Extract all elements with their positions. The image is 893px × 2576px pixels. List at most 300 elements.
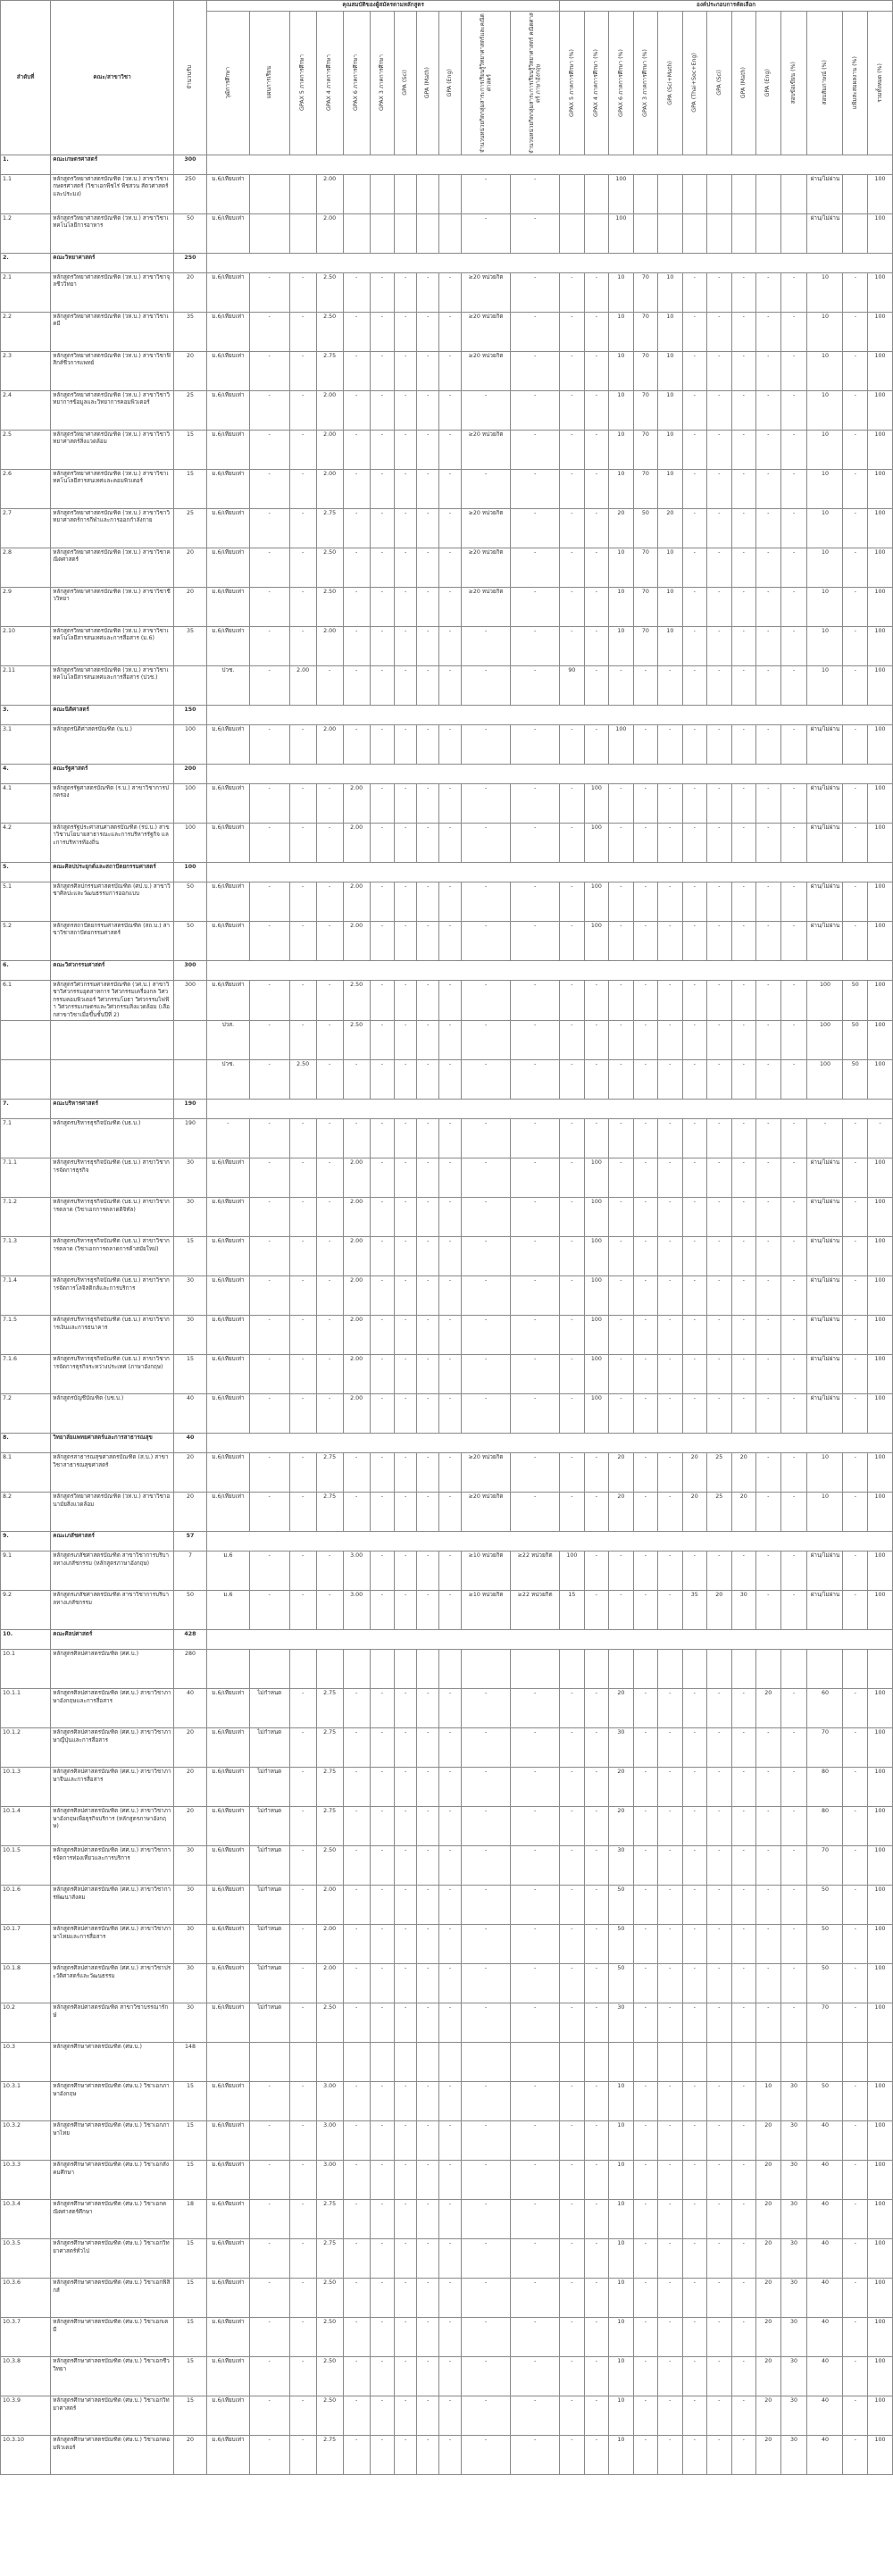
weight-cell: - — [707, 2357, 731, 2396]
qualification-cell: - — [289, 2003, 316, 2043]
program-number: 10.1.7 — [1, 1925, 51, 1964]
qualification-cell: - — [439, 882, 462, 921]
program-name: หลักสูตรวิทยาศาสตรบัณฑิต (วท.บ.) สาขาวิชาจุลชีววิทยา — [51, 272, 173, 312]
weight-cell: - — [609, 1237, 633, 1276]
weight-cell: 20 — [756, 1689, 780, 1728]
qualification-cell: - — [395, 430, 417, 469]
qualification-cell: - — [289, 2082, 316, 2121]
qualification-cell: - — [289, 430, 316, 469]
section-seats: 100 — [173, 862, 206, 882]
qualification-cell: - — [511, 665, 560, 705]
col-header-weight-6 — [707, 11, 731, 155]
weight-cell: - — [658, 1886, 682, 1925]
qualification-cell: - — [370, 1198, 394, 1237]
weight-cell: - — [707, 2318, 731, 2357]
qualification-cell: - — [511, 1964, 560, 2003]
weight-cell: 100 — [867, 1925, 892, 1964]
weight-cell: - — [560, 1728, 584, 1768]
qualification-cell: - — [370, 1394, 394, 1434]
weight-cell: - — [682, 1158, 706, 1198]
weight-cell: - — [584, 724, 608, 764]
weight-cell — [756, 1650, 780, 1689]
qualification-cell: - — [395, 1276, 417, 1316]
weight-cell: 100 — [584, 1316, 608, 1355]
weight-cell: - — [731, 430, 755, 469]
weight-cell: 70 — [633, 469, 657, 508]
qualification-cell: ปวช. — [207, 1060, 249, 1100]
weight-cell: 25 — [707, 1453, 731, 1493]
qualification-cell: - — [439, 783, 462, 823]
weight-cell — [731, 2043, 755, 2082]
qualification-cell: - — [439, 1119, 462, 1158]
weight-cell: - — [682, 548, 706, 587]
weight-cell: 70 — [807, 1728, 843, 1768]
weight-cell: - — [843, 1119, 867, 1158]
weight-cell: - — [731, 1158, 755, 1198]
qualification-cell: - — [249, 2200, 289, 2239]
weight-cell: 50 — [843, 1021, 867, 1060]
qualification-cell: - — [370, 1119, 394, 1158]
weight-cell: - — [843, 548, 867, 587]
weight-cell: - — [707, 1237, 731, 1276]
qualification-cell: - — [462, 1689, 511, 1728]
weight-cell: ผ่าน/ไม่ผ่าน — [807, 1394, 843, 1434]
qualification-cell: ม.6/เทียบเท่า — [207, 1493, 249, 1532]
qualification-cell: 3.00 — [316, 2121, 343, 2161]
qualification-cell: - — [343, 1846, 370, 1886]
weight-cell: 100 — [867, 2161, 892, 2200]
weight-cell: - — [560, 1355, 584, 1394]
qualification-cell: - — [439, 1591, 462, 1630]
qualification-cell: 2.75 — [316, 2200, 343, 2239]
weight-cell: - — [584, 2082, 608, 2121]
qualification-cell: 3.00 — [316, 2082, 343, 2121]
weight-cell: - — [682, 1964, 706, 2003]
col-header-weight-6-label: GPA (Sci) — [715, 70, 722, 96]
program-name: หลักสูตรศึกษาศาสตรบัณฑิต (ศษ.บ.) วิชาเอกวิทยาศาสตร์ — [51, 2396, 173, 2436]
program-number: 7.1.4 — [1, 1276, 51, 1316]
weight-cell: - — [707, 980, 731, 1021]
qualification-cell: - — [343, 1689, 370, 1728]
weight-cell: 50 — [807, 1886, 843, 1925]
weight-cell: - — [609, 1276, 633, 1316]
weight-cell: - — [609, 1198, 633, 1237]
qualification-cell: - — [462, 1119, 511, 1158]
weight-cell: - — [609, 1158, 633, 1198]
weight-cell: - — [756, 1886, 780, 1925]
weight-cell: 30 — [780, 2396, 807, 2436]
qualification-cell: - — [370, 1964, 394, 2003]
qualification-cell — [249, 174, 289, 213]
weight-cell: 100 — [867, 980, 892, 1021]
weight-cell: - — [843, 921, 867, 960]
qualification-cell: - — [395, 2003, 417, 2043]
col-header-weight-11-label: แฟ้มสะสมผลงาน (%) — [851, 55, 858, 110]
qualification-cell: - — [511, 1728, 560, 1768]
col-header-qual-7 — [417, 11, 439, 155]
weight-cell: - — [780, 469, 807, 508]
weight-cell: 50 — [633, 508, 657, 548]
program-row — [1, 587, 893, 626]
program-row — [1, 1060, 893, 1100]
weight-cell: - — [560, 1394, 584, 1434]
weight-cell: - — [843, 2357, 867, 2396]
qualification-cell: - — [289, 1728, 316, 1768]
weight-cell: - — [682, 2357, 706, 2396]
weight-cell: 50 — [609, 1964, 633, 2003]
weight-cell: 30 — [780, 2161, 807, 2200]
program-number: 10.1.5 — [1, 1846, 51, 1886]
program-seats: 20 — [173, 1768, 206, 1807]
qualification-cell: - — [370, 1355, 394, 1394]
program-row — [1, 1453, 893, 1493]
weight-cell: 100 — [609, 724, 633, 764]
qualification-cell: - — [439, 1394, 462, 1434]
qualification-cell: ม.6/เทียบเท่า — [207, 626, 249, 665]
program-row — [1, 548, 893, 587]
qualification-cell: 2.00 — [316, 390, 343, 430]
col-header-qual-10 — [511, 11, 560, 155]
qualification-cell: - — [417, 508, 439, 548]
qualification-cell: - — [511, 508, 560, 548]
qualification-cell: 2.00 — [316, 724, 343, 764]
section-number: 5. — [1, 862, 51, 882]
weight-cell: 50 — [807, 1964, 843, 2003]
program-seats: 30 — [173, 1276, 206, 1316]
weight-cell: ผ่าน/ไม่ผ่าน — [807, 1198, 843, 1237]
weight-cell: 10 — [807, 1453, 843, 1493]
weight-cell: - — [780, 783, 807, 823]
section-row — [1, 253, 893, 272]
weight-cell: - — [780, 665, 807, 705]
program-name: หลักสูตรสถาปัตยกรรมศาสตรบัณฑิต (สถ.บ.) สาขาวิชาสถาปัตยกรรมศาสตร์ — [51, 921, 173, 960]
col-header-qual-4-label: GPAX 6 ภาคการศึกษา — [353, 54, 360, 112]
weight-cell: - — [560, 1316, 584, 1355]
program-row — [1, 2396, 893, 2436]
qualification-cell: - — [439, 2082, 462, 2121]
program-seats: 15 — [173, 2121, 206, 2161]
weight-cell: - — [560, 1237, 584, 1276]
weight-cell: 10 — [609, 2357, 633, 2396]
qualification-cell: - — [249, 2161, 289, 2200]
qualification-cell: 2.50 — [316, 1846, 343, 1886]
program-row — [1, 1355, 893, 1394]
program-seats: 15 — [173, 2239, 206, 2279]
qualification-cell: - — [417, 1807, 439, 1846]
col-header-weight-8 — [756, 11, 780, 155]
qualification-cell: - — [417, 665, 439, 705]
qualification-cell: - — [395, 1453, 417, 1493]
weight-cell: - — [560, 390, 584, 430]
weight-cell: 60 — [807, 1689, 843, 1728]
qualification-cell: - — [289, 783, 316, 823]
qualification-cell: - — [289, 2279, 316, 2318]
qualification-cell: ม.6/เทียบเท่า — [207, 1807, 249, 1846]
weight-cell: - — [707, 2200, 731, 2239]
weight-cell: 70 — [633, 430, 657, 469]
qualification-cell: - — [370, 351, 394, 390]
weight-cell: 100 — [807, 1060, 843, 1100]
qualification-cell: - — [316, 882, 343, 921]
qualification-cell: - — [370, 1453, 394, 1493]
weight-cell: 30 — [609, 2003, 633, 2043]
qualification-cell: - — [395, 2121, 417, 2161]
weight-cell: - — [756, 1728, 780, 1768]
qualification-cell: 2.75 — [316, 1728, 343, 1768]
weight-cell: 100 — [867, 2396, 892, 2436]
weight-cell: 10 — [807, 312, 843, 351]
weight-cell: - — [560, 1276, 584, 1316]
weight-cell: - — [560, 2279, 584, 2318]
qualification-cell: ≥20 หน่วยกิต — [462, 430, 511, 469]
qualification-cell: - — [511, 2121, 560, 2161]
qualification-cell: 2.00 — [343, 1198, 370, 1237]
weight-cell: - — [756, 1158, 780, 1198]
weight-cell: - — [731, 390, 755, 430]
qualification-cell: - — [395, 1846, 417, 1886]
weight-cell: 80 — [807, 1768, 843, 1807]
qualification-cell: 2.00 — [343, 921, 370, 960]
qualification-cell: ม.6/เทียบเท่า — [207, 882, 249, 921]
qualification-cell: - — [249, 882, 289, 921]
section-seats: 428 — [173, 1630, 206, 1650]
qualification-cell: - — [417, 1689, 439, 1728]
qualification-cell: - — [343, 1964, 370, 2003]
qualification-cell: - — [439, 587, 462, 626]
qualification-cell: - — [511, 882, 560, 921]
qualification-cell: - — [289, 823, 316, 862]
weight-cell: - — [707, 1276, 731, 1316]
qualification-cell: - — [370, 1728, 394, 1768]
qualification-cell: - — [417, 1021, 439, 1060]
weight-cell: - — [560, 1925, 584, 1964]
qualification-cell: - — [462, 2357, 511, 2396]
qualification-cell: - — [417, 1276, 439, 1316]
weight-cell: - — [658, 783, 682, 823]
weight-cell: - — [756, 351, 780, 390]
weight-cell: - — [584, 390, 608, 430]
program-name: หลักสูตรวิศวกรรมศาสตรบัณฑิต (วศ.บ.) สาขาวิชาวิศวกรรมอุตสาหการ วิศวกรรมเครื่องกล วิศวกรรมคอมพิวเตอร์ วิศวกรรมโยธา วิศวกรรมไฟฟ้า วิศวกรรมเกษตรและวิศวกรรมสิ่งแวดล้อม (เลือกสาขาวิชาเมื่อขึ้นชั้นปีที่ 2) — [51, 980, 173, 1021]
qualification-cell: ม.6/เทียบเท่า — [207, 921, 249, 960]
weight-cell: - — [584, 1689, 608, 1728]
weight-cell: 10 — [609, 272, 633, 312]
qualification-cell: ม.6/เทียบเท่า — [207, 2200, 249, 2239]
qualification-cell: - — [511, 1925, 560, 1964]
weight-cell: - — [560, 724, 584, 764]
program-row — [1, 1316, 893, 1355]
qualification-cell: - — [395, 469, 417, 508]
qualification-cell: ม.6/เทียบเท่า — [207, 174, 249, 213]
program-row — [1, 2161, 893, 2200]
qualification-cell: - — [249, 351, 289, 390]
qualification-cell: - — [511, 272, 560, 312]
qualification-cell: ม.6/เทียบเท่า — [207, 1768, 249, 1807]
qualification-cell: - — [462, 1158, 511, 1198]
qualification-cell: - — [249, 921, 289, 960]
weight-cell: 100 — [867, 1237, 892, 1276]
weight-cell — [707, 213, 731, 253]
col-header-qual-1 — [249, 11, 289, 155]
program-seats: 250 — [173, 174, 206, 213]
weight-cell: 40 — [807, 2318, 843, 2357]
qualification-cell — [343, 2043, 370, 2082]
program-row — [1, 1394, 893, 1434]
qualification-cell: - — [249, 2396, 289, 2436]
qualification-cell: - — [395, 351, 417, 390]
qualification-cell: - — [289, 469, 316, 508]
weight-cell: - — [707, 1198, 731, 1237]
weight-cell: 30 — [780, 2318, 807, 2357]
section-filler — [207, 1630, 893, 1650]
qualification-cell: 2.75 — [316, 1689, 343, 1728]
weight-cell: - — [843, 1728, 867, 1768]
qualification-cell: 2.50 — [316, 312, 343, 351]
weight-cell: - — [707, 548, 731, 587]
qualification-cell: - — [395, 665, 417, 705]
qualification-cell: - — [370, 921, 394, 960]
qualification-cell: - — [395, 1355, 417, 1394]
weight-cell: 100 — [867, 1964, 892, 2003]
qualification-cell: - — [316, 665, 343, 705]
weight-cell: - — [756, 1276, 780, 1316]
weight-cell: - — [843, 2161, 867, 2200]
qualification-cell: - — [511, 1689, 560, 1728]
weight-cell: - — [731, 1355, 755, 1394]
qualification-cell: - — [395, 2318, 417, 2357]
qualification-cell: 3.00 — [343, 1551, 370, 1591]
section-number: 3. — [1, 705, 51, 724]
qualification-cell: - — [370, 1316, 394, 1355]
weight-cell: - — [731, 1198, 755, 1237]
qualification-cell: - — [370, 272, 394, 312]
program-seats: 20 — [173, 1728, 206, 1768]
weight-cell: - — [560, 2003, 584, 2043]
program-name: หลักสูตรศึกษาศาสตรบัณฑิต (ศษ.บ.) — [51, 2043, 173, 2082]
qualification-cell: - — [249, 1158, 289, 1198]
weight-cell — [731, 1650, 755, 1689]
qualification-cell: 2.00 — [343, 1394, 370, 1434]
qualification-cell — [316, 2043, 343, 2082]
weight-cell: 100 — [609, 213, 633, 253]
qualification-cell: - — [417, 2357, 439, 2396]
weight-cell — [731, 213, 755, 253]
weight-cell: - — [682, 1925, 706, 1964]
qualification-cell: - — [417, 1925, 439, 1964]
qualification-cell: - — [249, 2239, 289, 2279]
col-header-weight-4-label: GPA (Sci+Math) — [666, 60, 673, 105]
qualification-cell: - — [439, 665, 462, 705]
weight-cell: 100 — [867, 587, 892, 626]
qualification-cell: 2.75 — [316, 1453, 343, 1493]
qualification-cell — [207, 2043, 249, 2082]
weight-cell: - — [682, 1689, 706, 1728]
qualification-cell: - — [439, 1728, 462, 1768]
qualification-cell: - — [249, 783, 289, 823]
weight-cell: - — [682, 1060, 706, 1100]
weight-cell: - — [609, 783, 633, 823]
weight-cell: - — [682, 1768, 706, 1807]
weight-cell: 10 — [807, 548, 843, 587]
qualification-cell: 2.75 — [316, 1493, 343, 1532]
weight-cell: - — [843, 272, 867, 312]
qualification-cell: - — [289, 1886, 316, 1925]
qualification-cell: - — [249, 430, 289, 469]
weight-cell: - — [658, 2396, 682, 2436]
program-name: หลักสูตรวิทยาศาสตรบัณฑิต (วท.บ.) สาขาวิชาเกษตรศาสตร์ (วิชาเอกพืชไร่ พืชสวน สัตวศาสตร์ และประมง) — [51, 174, 173, 213]
program-row — [1, 882, 893, 921]
qualification-cell: - — [511, 2436, 560, 2475]
col-header-qual-4 — [343, 11, 370, 155]
weight-cell: - — [707, 921, 731, 960]
qualification-cell: - — [395, 1964, 417, 2003]
qualification-cell: ม.6/เทียบเท่า — [207, 469, 249, 508]
weight-cell: - — [756, 2003, 780, 2043]
weight-cell: - — [707, 272, 731, 312]
program-number: 2.2 — [1, 312, 51, 351]
weight-cell: 100 — [867, 1689, 892, 1728]
weight-cell: - — [658, 665, 682, 705]
weight-cell: - — [843, 2003, 867, 2043]
col-header-qual-2-label: GPAX 5 ภาคการศึกษา — [299, 54, 306, 112]
qualification-cell: - — [289, 921, 316, 960]
weight-cell: 100 — [867, 724, 892, 764]
weight-cell: - — [731, 1551, 755, 1591]
weight-cell: 10 — [609, 587, 633, 626]
qualification-cell: ≥20 หน่วยกิต — [462, 587, 511, 626]
col-header-weight-1-label: GPAX 4 ภาคการศึกษา (%) — [593, 48, 600, 117]
weight-cell: - — [731, 980, 755, 1021]
weight-cell: - — [682, 1237, 706, 1276]
weight-cell — [780, 2043, 807, 2082]
col-header-qual-6 — [395, 11, 417, 155]
weight-cell: - — [658, 980, 682, 1021]
qualification-cell: - — [511, 2279, 560, 2318]
program-number: 9.2 — [1, 1591, 51, 1630]
qualification-cell: - — [417, 1158, 439, 1198]
qualification-cell: - — [511, 783, 560, 823]
qualification-cell: - — [343, 1886, 370, 1925]
qualification-cell: - — [462, 724, 511, 764]
qualification-cell: - — [439, 2161, 462, 2200]
weight-cell: - — [584, 1551, 608, 1591]
program-seats: 30 — [173, 2003, 206, 2043]
weight-cell — [682, 174, 706, 213]
weight-cell — [609, 2043, 633, 2082]
program-number: 10.3.6 — [1, 2279, 51, 2318]
weight-cell: - — [560, 2121, 584, 2161]
program-seats: 30 — [173, 1198, 206, 1237]
weight-cell: - — [609, 980, 633, 1021]
weight-cell: 20 — [731, 1493, 755, 1532]
qualification-cell: - — [249, 1493, 289, 1532]
qualification-cell: - — [343, 587, 370, 626]
col-header-weight-7 — [731, 11, 755, 155]
qualification-cell: - — [289, 1276, 316, 1316]
weight-cell — [560, 213, 584, 253]
weight-cell: 100 — [584, 1198, 608, 1237]
qualification-cell: - — [417, 312, 439, 351]
qualification-cell: - — [439, 1158, 462, 1198]
program-name: หลักสูตรเภสัชศาสตรบัณฑิต สาขาวิชาการบริบาลทางเภสัชกรรม — [51, 1591, 173, 1630]
qualification-cell: - — [289, 272, 316, 312]
weight-cell: 40 — [807, 2239, 843, 2279]
weight-cell: 20 — [682, 1493, 706, 1532]
weight-cell: 70 — [633, 272, 657, 312]
qualification-cell: - — [511, 2200, 560, 2239]
weight-cell: 10 — [658, 469, 682, 508]
weight-cell: - — [780, 1807, 807, 1846]
qualification-cell: - — [462, 2239, 511, 2279]
